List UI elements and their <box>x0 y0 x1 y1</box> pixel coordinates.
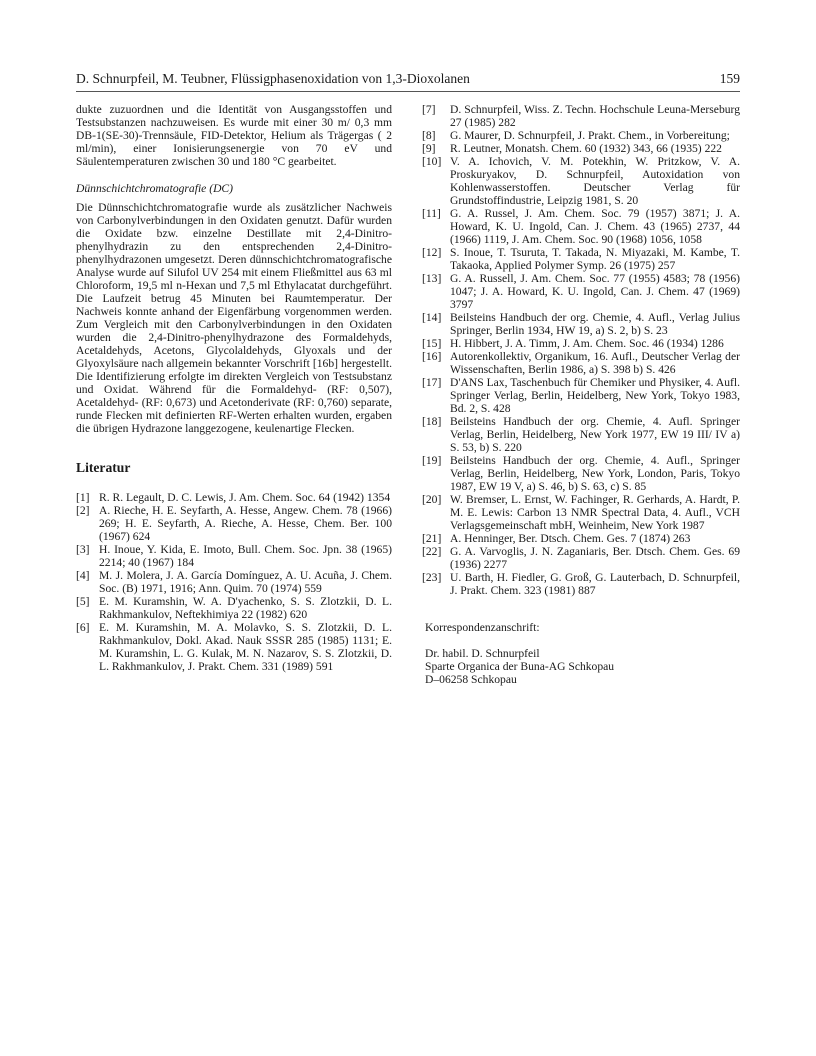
dc-heading: Dünnschichtchromatografie (DC) <box>76 182 234 195</box>
reference-item <box>422 337 740 350</box>
reference-number: [5] <box>76 595 90 608</box>
reference-item <box>422 129 740 142</box>
reference-text: W. Bremser, L. Ernst, W. Fachinger, R. Gerhards, A. Hardt, P. M. E. Lewis: Carbon 13 NMR Spectral Data, 4. Aufl., VCH Verlagsgemeinschaft mbH, Weinheim, New York 1987 <box>450 493 740 532</box>
reference-item <box>422 246 740 272</box>
reference-item <box>76 569 392 595</box>
reference-text: U. Barth, H. Fiedler, G. Groß, G. Lauterbach, D. Schnurpfeil, J. Prakt. Chem. 323 (1981) 887 <box>450 571 740 597</box>
reference-text: Beilsteins Handbuch der org. Chemie, 4. Aufl., Springer Verlag, Berlin, Heidelberg, New York, London, Paris, Tokyo 1987, EW 19 V, a) S. 46, b) S. 63, c) S. 85 <box>450 454 740 493</box>
reference-number: [20] <box>422 493 442 506</box>
reference-item <box>76 504 392 543</box>
reference-number: [2] <box>76 504 90 517</box>
contact-label: Korrespondenzanschrift: <box>425 621 540 634</box>
reference-text: R. Leutner, Monatsh. Chem. 60 (1932) 343, 66 (1935) 222 <box>450 142 722 155</box>
reference-item <box>422 350 740 376</box>
reference-item <box>422 272 740 311</box>
reference-number: [21] <box>422 532 442 545</box>
dc-paragraph: Die Dünnschichtchromatografie wurde als zusätzlicher Nachweis von Carbonylverbindungen in den Oxidaten genutzt. Dafür wurden die Oxidate bzw. einzelne Destillate mit 2,4-Dinitro-phenylhydrazin zu den entsprechenden 2,4-Dinitro-phenylhydrazonen umgesetzt. Deren dünnschichtchromatografische Analyse wurde auf Silufol UV 254 mit einem Fließmittel aus 63 ml Chloroform, 19,5 ml n-Hexan und 7,5 ml Ethylacatat durchgeführt. Die Laufzeit betrug 45 Minuten bei Raumtemperatur. Der Nachweis konnte anhand der Eigenfärbung vorgenommen werden. Zum Vergleich mit den Carbonylverbindungen in den Oxidaten wurden die 2,4-Dinitro-phenylhydrazone des Formaldehyds, Acetaldehyds, Acetons, Glycolaldehyds, Glyoxals und der Glyoxylsäure nach allgemein bekannter Vorschrift [16b] hergestellt. Die Identifizierung erfolgte im direkten Vergleich von Testsubstanz und Oxidat. Während für die Formaldehyd- (RF: 0,507), Acetaldehyd- (RF: 0,673) und Acetonderivate (RF: 0,760) separate, runde Flecken mit definierten RF-Werten erhalten wurden, ergaben die übrigen Hydrazone langgezogene, keulenartige Flecken. <box>76 201 392 435</box>
reference-number: [23] <box>422 571 442 584</box>
reference-item <box>422 454 740 493</box>
reference-list-right <box>422 103 740 597</box>
right-column <box>422 103 740 686</box>
reference-number: [17] <box>422 376 442 389</box>
reference-text: V. A. Ichovich, V. M. Potekhin, W. Pritzkow, V. A. Proskuryakov, D. Schnurpfeil, Autoxidation von Kohlenwasserstoffen. Deutscher Verlag für Grundstoffindustrie, Leipzig 1981, S. 20 <box>450 155 740 207</box>
contact-city: D–06258 Schkopau <box>425 673 517 686</box>
reference-text: E. M. Kuramshin, W. A. D'yachenko, S. S. Zlotzkii, D. L. Rakhmankulov, Neftekhimiya 22 (1982) 620 <box>99 595 392 621</box>
reference-item <box>422 493 740 532</box>
reference-text: A. Rieche, H. E. Seyfarth, A. Hesse, Angew. Chem. 78 (1966) 269; H. E. Seyfarth, A. Rieche, A. Hesse, Chem. Ber. 100 (1967) 624 <box>99 504 392 543</box>
reference-number: [11] <box>422 207 441 220</box>
reference-item <box>76 621 392 673</box>
reference-text: D'ANS Lax, Taschenbuch für Chemiker und Physiker, 4. Aufl. Springer Verlag, Berlin, Heidelberg, New York, Tokyo 1983, Bd. 2, S. 428 <box>450 376 740 415</box>
reference-text: G. A. Varvoglis, J. N. Zaganiaris, Ber. Dtsch. Chem. Ges. 69 (1936) 2277 <box>450 545 740 571</box>
reference-item <box>422 103 740 129</box>
running-title: D. Schnurpfeil, M. Teubner, Flüssigphasenoxidation von 1,3-Dioxolanen <box>76 71 470 86</box>
reference-list-left <box>76 491 392 673</box>
reference-item <box>76 543 392 569</box>
page-number: 159 <box>719 71 740 86</box>
reference-text: Autorenkollektiv, Organikum, 16. Aufl., Deutscher Verlag der Wissenschaften, Berlin 1986, a) S. 398 b) S. 426 <box>450 350 740 376</box>
left-column <box>76 103 392 673</box>
running-header <box>76 69 740 92</box>
reference-item <box>422 376 740 415</box>
reference-number: [3] <box>76 543 90 556</box>
reference-text: H. Hibbert, J. A. Timm, J. Am. Chem. Soc. 46 (1934) 1286 <box>450 337 724 350</box>
reference-number: [14] <box>422 311 442 324</box>
reference-number: [7] <box>422 103 436 116</box>
reference-text: R. R. Legault, D. C. Lewis, J. Am. Chem. Soc. 64 (1942) 1354 <box>99 491 391 504</box>
reference-number: [16] <box>422 350 442 363</box>
reference-number: [18] <box>422 415 442 428</box>
reference-text: Beilsteins Handbuch der org. Chemie, 4. Aufl. Springer Verlag, Berlin, Heidelberg, New York 1977, EW 19 III/ IV a) S. 53, b) S. 220 <box>450 415 740 454</box>
reference-item <box>422 207 740 246</box>
reference-text: H. Inoue, Y. Kida, E. Imoto, Bull. Chem. Soc. Jpn. 38 (1965) 2214; 40 (1967) 184 <box>99 543 392 569</box>
reference-item <box>76 491 392 504</box>
reference-number: [15] <box>422 337 442 350</box>
reference-number: [19] <box>422 454 442 467</box>
reference-item <box>422 155 740 207</box>
reference-number: [4] <box>76 569 90 582</box>
reference-item <box>422 532 740 545</box>
reference-text: S. Inoue, T. Tsuruta, T. Takada, N. Miyazaki, M. Kambe, T. Takaoka, Applied Polymer Symp. 26 (1975) 257 <box>450 246 740 272</box>
reference-text: Beilsteins Handbuch der org. Chemie, 4. Aufl., Verlag Julius Springer, Berlin 1934, HW 19, a) S. 2, b) S. 23 <box>450 311 740 337</box>
reference-item <box>422 142 740 155</box>
reference-text: G. A. Russell, J. Am. Chem. Soc. 77 (1955) 4583; 78 (1956) 1047; J. A. Howard, K. U. Ingold, Can. J. Chem. 47 (1969) 3797 <box>450 272 740 311</box>
reference-item <box>422 415 740 454</box>
contact-name: Dr. habil. D. Schnurpfeil <box>425 647 540 660</box>
reference-item <box>76 595 392 621</box>
reference-text: G. Maurer, D. Schnurpfeil, J. Prakt. Chem., in Vorbereitung; <box>450 129 730 142</box>
reference-number: [12] <box>422 246 442 259</box>
reference-text: D. Schnurpfeil, Wiss. Z. Techn. Hochschule Leuna-Merseburg 27 (1985) 282 <box>450 103 740 129</box>
reference-number: [10] <box>422 155 442 168</box>
reference-number: [22] <box>422 545 442 558</box>
reference-number: [13] <box>422 272 442 285</box>
intro-paragraph: dukte zuzuordnen und die Identität von Ausgangsstoffen und Testsubstanzen nachzuweisen. Es wurde mit einer 30 m/ 0,3 mm DB-1(SE-30)-Trennsäule, FID-Detektor, Helium als Trägergas ( 2 ml/min), einer Ionisierungsenergie von 70 eV und Säulentemperaturen zwischen 30 und 180 °C gearbeitet. <box>76 103 392 168</box>
literatur-heading: Literatur <box>76 460 131 475</box>
reference-item <box>422 311 740 337</box>
reference-text: E. M. Kuramshin, M. A. Molavko, S. S. Zlotzkii, D. L. Rakhmankulov, Dokl. Akad. Nauk SSSR 285 (1985) 1131; E. M. Kuramshin, L. G. Kulak, M. N. Nazarov, S. S. Zlotzkii, D. L. Rakhmankulov, J. Prakt. Chem. 331 (1989) 591 <box>99 621 392 673</box>
correspondence-address <box>425 621 740 686</box>
reference-text: G. A. Russel, J. Am. Chem. Soc. 79 (1957) 3871; J. A. Howard, K. U. Ingold, Can. J. Chem. 43 (1965) 2737, 44 (1966) 1119, J. Am. Chem. Soc. 90 (1968) 1056, 1058 <box>450 207 740 246</box>
reference-text: M. J. Molera, J. A. García Domínguez, A. U. Acuña, J. Chem. Soc. (B) 1971, 1916; Ann. Quim. 70 (1974) 559 <box>99 569 392 595</box>
reference-item <box>422 545 740 571</box>
contact-organization: Sparte Organica der Buna-AG Schkopau <box>425 660 615 673</box>
reference-number: [6] <box>76 621 90 634</box>
reference-text: A. Henninger, Ber. Dtsch. Chem. Ges. 7 (1874) 263 <box>450 532 691 545</box>
reference-number: [8] <box>422 129 436 142</box>
reference-number: [9] <box>422 142 436 155</box>
reference-number: [1] <box>76 491 90 504</box>
reference-item <box>422 571 740 597</box>
